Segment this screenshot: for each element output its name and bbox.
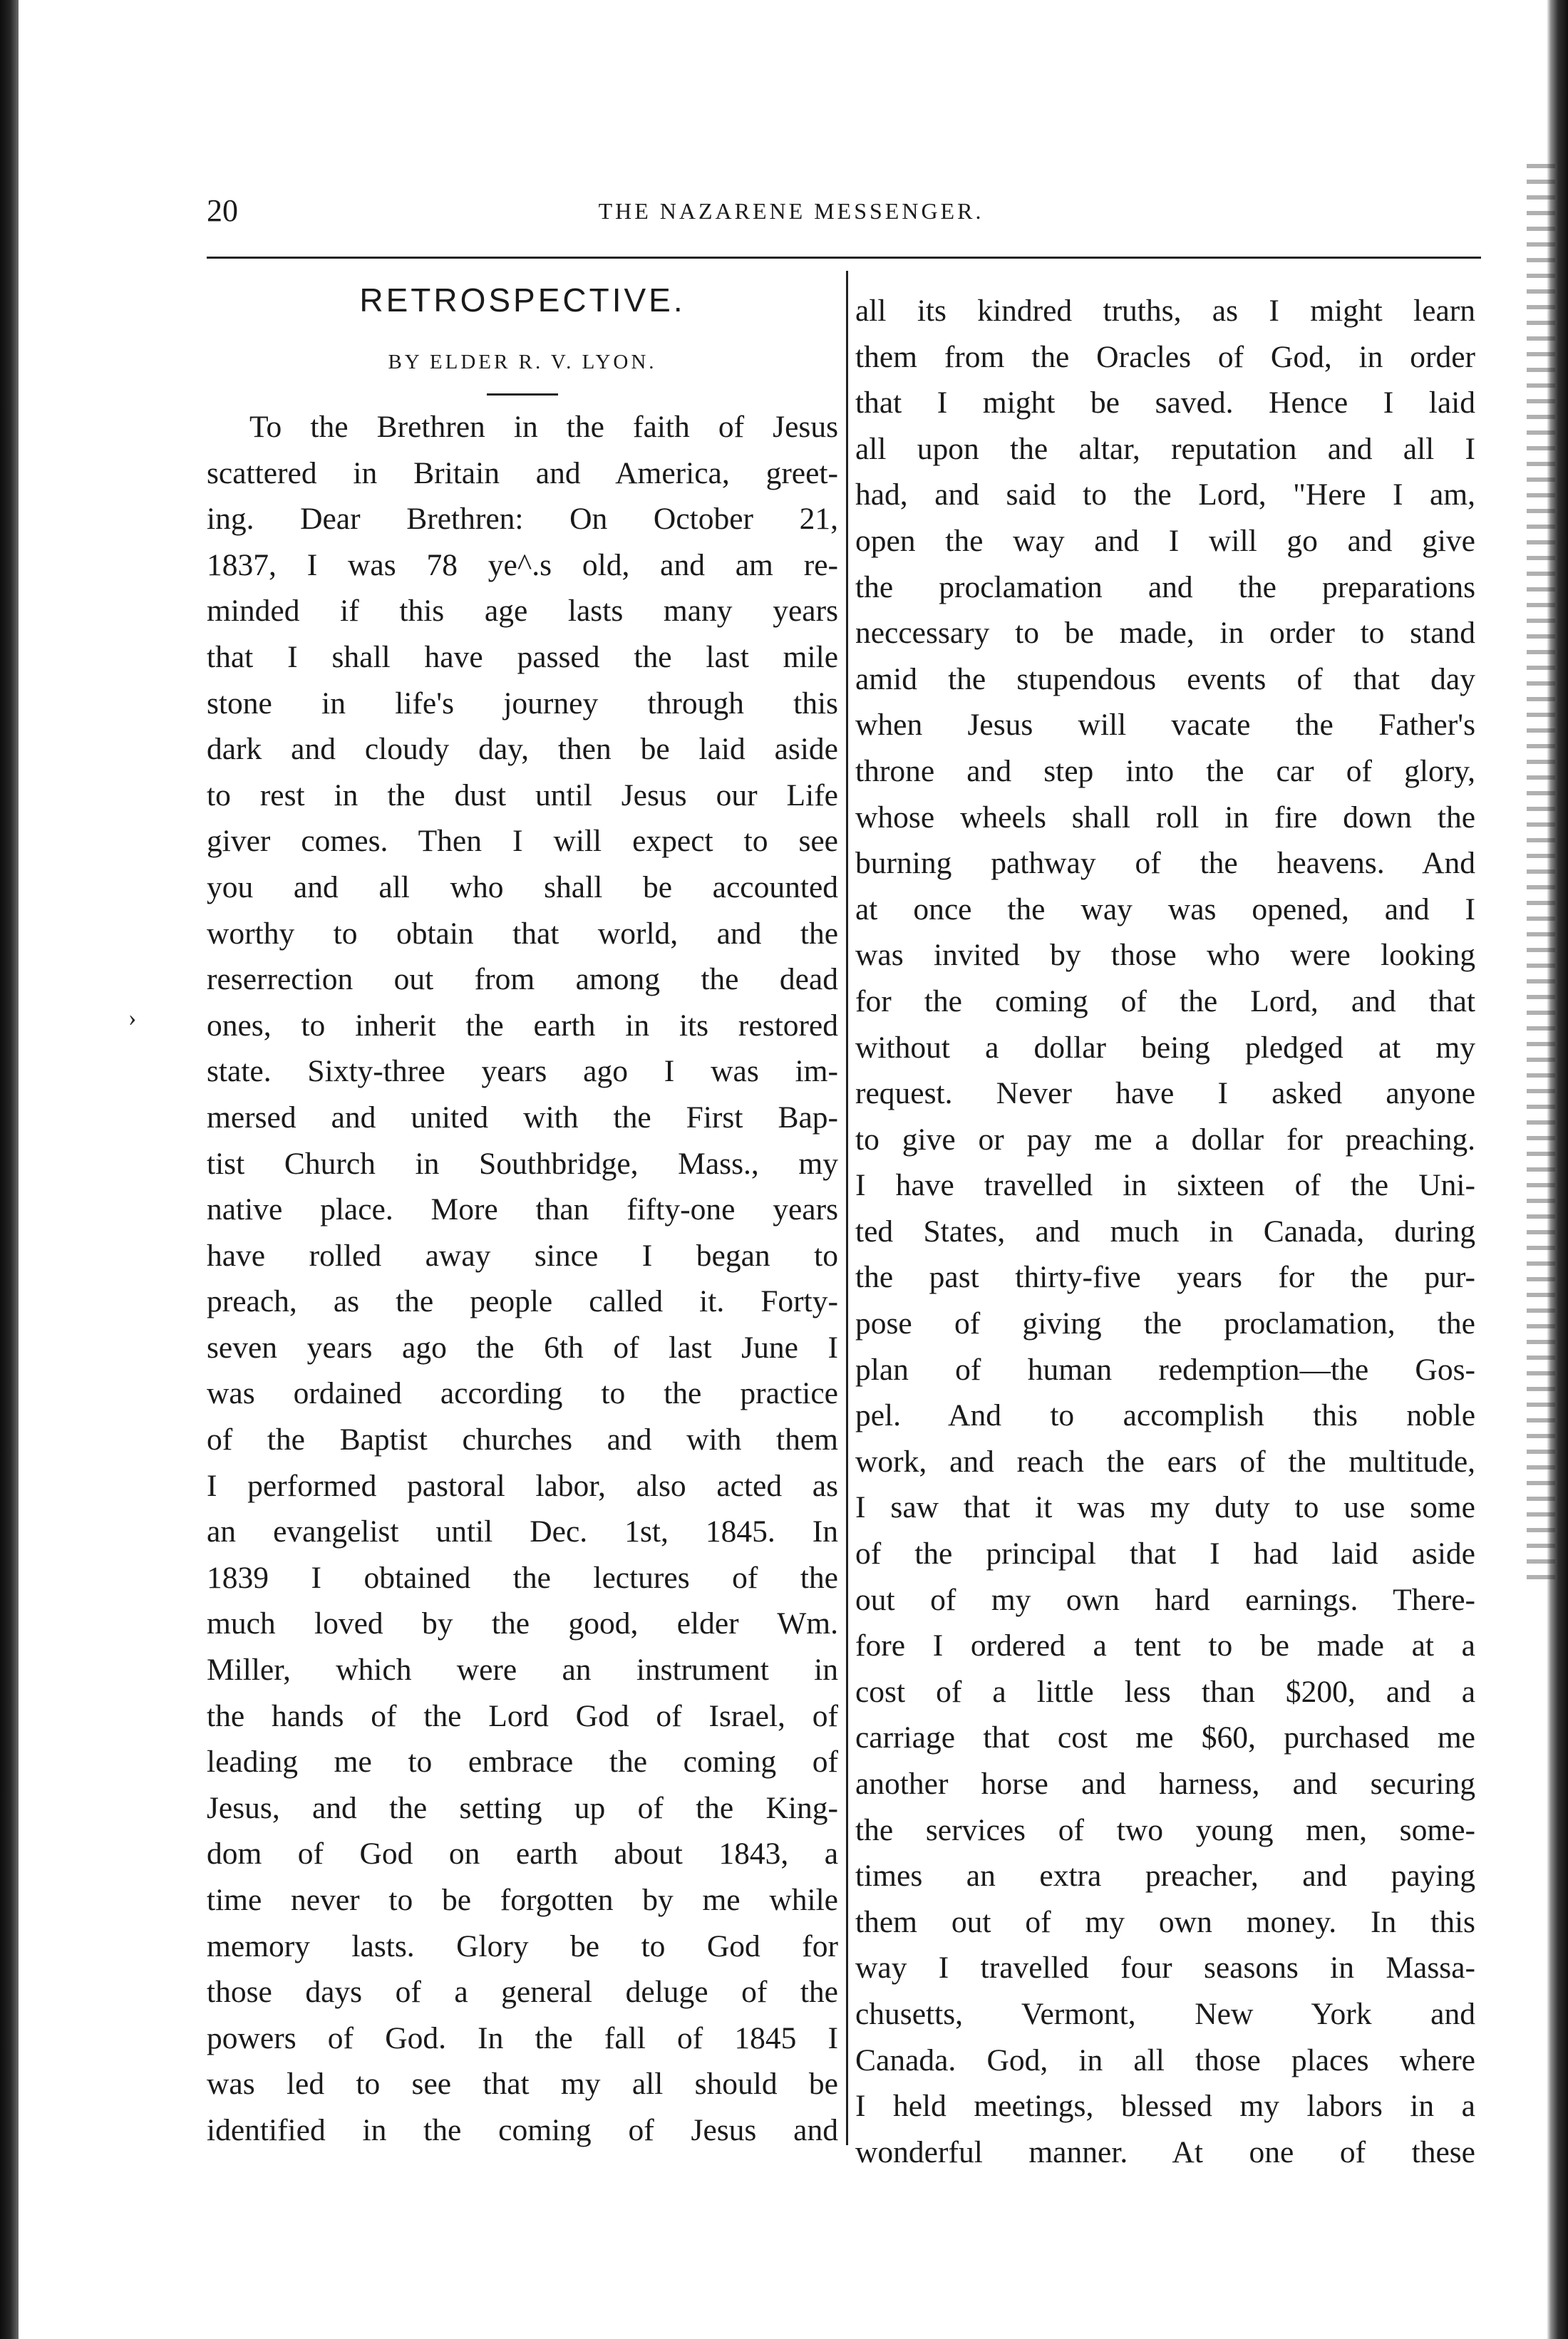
text-line: that I shall have passed the last mile: [207, 639, 838, 674]
text-line: 1837, I was 78 ye^.s old, and am re-: [207, 547, 838, 582]
text-line: ones, to inherit the earth in its restored: [207, 1008, 838, 1043]
text-line: throne and step into the car of glory,: [855, 753, 1475, 788]
text-line: out of my own hard earnings. There-: [855, 1582, 1475, 1617]
text-line: of the principal that I had laid aside: [855, 1537, 1475, 1571]
text-line: I performed pastoral labor, also acted as: [207, 1468, 838, 1503]
text-line: pose of giving the proclamation, the: [855, 1306, 1475, 1341]
article-byline: BY ELDER R. V. LYON.: [388, 351, 657, 373]
text-line: neccessary to be made, in order to stand: [855, 616, 1475, 651]
text-line: the past thirty-five years for the pur-: [855, 1260, 1475, 1295]
text-line: much loved by the good, elder Wm.: [207, 1606, 838, 1641]
text-line: leading me to embrace the coming of: [207, 1745, 838, 1780]
text-line: the services of two young men, some-: [855, 1812, 1475, 1847]
text-line: of the Baptist churches and with them: [207, 1422, 838, 1457]
text-line: request. Never have I asked anyone: [855, 1076, 1475, 1111]
text-line: identified in the coming of Jesus and: [207, 2112, 838, 2147]
text-line: all its kindred truths, as I might learn: [855, 294, 1475, 328]
scan-edge-marks: [1527, 164, 1555, 1589]
text-line: was invited by those who were looking: [855, 938, 1475, 973]
text-line: to give or pay me a dollar for preaching.: [855, 1122, 1475, 1157]
text-line: To the Brethren in the faith of Jesus: [249, 410, 838, 444]
text-line: an evangelist until Dec. 1st, 1845. In: [207, 1514, 838, 1549]
text-line: fore I ordered a tent to be made at a: [855, 1628, 1475, 1663]
text-line: I held meetings, blessed my labors in a: [855, 2089, 1475, 2124]
text-line: burning pathway of the heavens. And: [855, 846, 1475, 881]
text-line: time never to be forgotten by me while: [207, 1883, 838, 1917]
text-line: reserrection out from among the dead: [207, 962, 838, 997]
text-line: giver comes. Then I will expect to see: [207, 824, 838, 859]
text-line: memory lasts. Glory be to God for: [207, 1928, 838, 1963]
text-line: them out of my own money. In this: [855, 1904, 1475, 1939]
text-line: stone in life's journey through this: [207, 686, 838, 721]
article-title: RETROSPECTIVE.: [359, 282, 686, 319]
text-line: whose wheels shall roll in fire down the: [855, 800, 1475, 835]
text-line: that I might be saved. Hence I laid: [855, 386, 1475, 420]
text-line: 1839 I obtained the lectures of the: [207, 1560, 838, 1595]
text-line: worthy to obtain that world, and the: [207, 916, 838, 951]
text-line: ing. Dear Brethren: On October 21,: [207, 502, 838, 537]
text-line: at once the way was opened, and I: [855, 892, 1475, 926]
text-line: I have travelled in sixteen of the Uni-: [855, 1168, 1475, 1203]
text-line: had, and said to the Lord, "Here I am,: [855, 477, 1475, 512]
text-line: dom of God on earth about 1843, a: [207, 1837, 838, 1871]
text-line: powers of God. In the fall of 1845 I: [207, 2020, 838, 2055]
column-divider: [846, 271, 848, 2145]
left-column-text: [207, 404, 838, 2154]
text-line: you and all who shall be accounted: [207, 869, 838, 904]
left-column: [207, 275, 838, 2154]
text-line: wonderful manner. At one of these: [855, 2134, 1475, 2169]
text-line: seven years ago the 6th of last June I: [207, 1330, 838, 1365]
text-line: pel. And to accomplish this noble: [855, 1398, 1475, 1433]
text-line: work, and reach the ears of the multitude,: [855, 1444, 1475, 1479]
text-line: way I travelled four seasons in Massa-: [855, 1951, 1475, 1986]
scan-edge-left: [0, 0, 19, 2339]
text-line: plan of human redemption—the Gos-: [855, 1352, 1475, 1387]
header-rule: [207, 257, 1481, 259]
running-title: THE NAZARENE MESSENGER.: [598, 198, 984, 224]
text-line: Canada. God, in all those places where: [855, 2043, 1475, 2077]
text-line: open the way and I will go and give: [855, 523, 1475, 558]
text-line: for the coming of the Lord, and that: [855, 983, 1475, 1018]
text-line: chusetts, Vermont, New York and: [855, 1996, 1475, 2031]
page-number: 20: [207, 193, 238, 228]
right-column-text: [855, 288, 1475, 2175]
text-line: dark and cloudy day, then be laid aside: [207, 732, 838, 767]
text-line: without a dollar being pledged at my: [855, 1030, 1475, 1065]
text-line: was led to see that my all should be: [207, 2067, 838, 2102]
text-line: when Jesus will vacate the Father's: [855, 708, 1475, 743]
text-line: the proclamation and the preparations: [855, 569, 1475, 604]
byline-rule: [487, 393, 558, 396]
text-line: times an extra preacher, and paying: [855, 1859, 1475, 1894]
text-line: ted States, and much in Canada, during: [855, 1214, 1475, 1249]
text-line: I saw that it was my duty to use some: [855, 1490, 1475, 1525]
text-line: them from the Oracles of God, in order: [855, 339, 1475, 374]
text-line: to rest in the dust until Jesus our Life: [207, 778, 838, 812]
text-line: tist Church in Southbridge, Mass., my: [207, 1146, 838, 1181]
text-line: carriage that cost me $60, purchased me: [855, 1720, 1475, 1755]
text-line: state. Sixty-three years ago I was im-: [207, 1054, 838, 1089]
text-line: minded if this age lasts many years: [207, 594, 838, 629]
text-line: was ordained according to the practice: [207, 1376, 838, 1411]
text-line: cost of a little less than $200, and a: [855, 1674, 1475, 1709]
text-line: preach, as the people called it. Forty-: [207, 1284, 838, 1319]
text-line: another horse and harness, and securing: [855, 1767, 1475, 1801]
text-line: amid the stupendous events of that day: [855, 661, 1475, 696]
margin-mark: ›: [128, 1005, 137, 1031]
text-line: Jesus, and the setting up of the King-: [207, 1790, 838, 1825]
text-line: mersed and united with the First Bap-: [207, 1100, 838, 1135]
text-line: have rolled away since I began to: [207, 1238, 838, 1273]
text-line: the hands of the Lord God of Israel, of: [207, 1698, 838, 1733]
text-line: all upon the altar, reputation and all I: [855, 431, 1475, 466]
text-line: native place. More than fifty-one years: [207, 1192, 838, 1227]
text-line: scattered in Britain and America, greet-: [207, 455, 838, 490]
text-line: Miller, which were an instrument in: [207, 1653, 838, 1688]
text-line: those days of a general deluge of the: [207, 1975, 838, 2010]
right-column: [855, 288, 1475, 2175]
